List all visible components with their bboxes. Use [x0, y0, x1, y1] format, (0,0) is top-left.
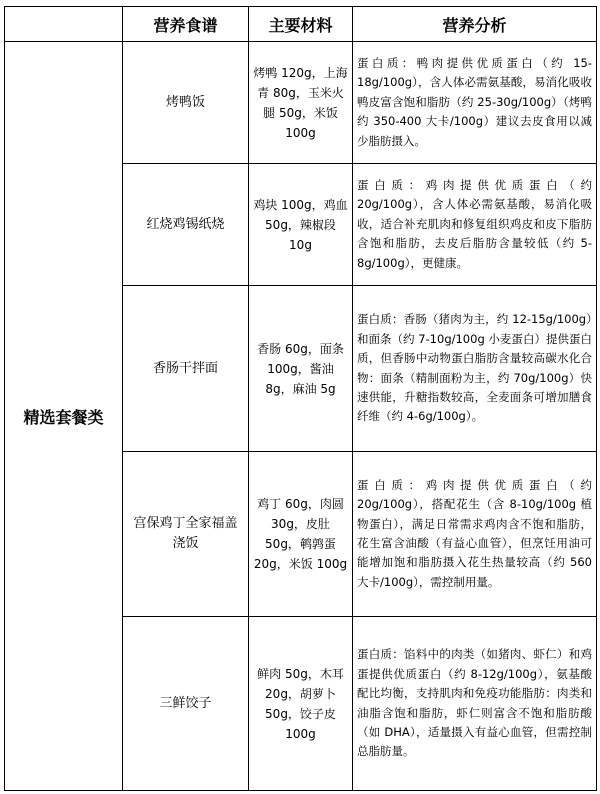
header-materials: 主要材料: [249, 7, 353, 42]
recipe-analysis: 蛋白质：鸡肉提供优质蛋白（约 20g/100g），搭配花生（含 8-10g/100g 植物蛋白），满足日常需求鸡肉含不饱和脂肪，花生富含油酸（有益心血管），但烹饪用油可能增加饱和脂肪摄入花生热量较高（约 560 大卡/100g），需控制用量。: [353, 452, 597, 617]
header-row: [5, 7, 597, 42]
category-cell: 精选套餐类: [5, 42, 123, 791]
recipe-name: 红烧鸡锡纸烧: [123, 164, 249, 286]
recipe-name: 烤鸭饭: [123, 42, 249, 164]
header-recipe: 营养食谱: [123, 7, 249, 42]
recipe-materials: 香肠 60g，面条 100g，酱油 8g，麻油 5g: [249, 286, 353, 452]
recipe-materials: 鲜肉 50g，木耳 20g，胡萝卜 50g，饺子皮 100g: [249, 617, 353, 791]
header-category: [5, 7, 123, 42]
recipe-name: 香肠干拌面: [123, 286, 249, 452]
recipe-analysis: 蛋白质：鸡肉提供优质蛋白（约 20g/100g），含人体必需氨基酸，易消化吸收，适合补充肌肉和修复组织鸡皮和皮下脂肪含饱和脂肪，去皮后脂肪含量较低（约 5-8g/100g），更健康。: [353, 164, 597, 286]
recipe-materials: 烤鸭 120g，上海青 80g，玉米火腿 50g，米饭 100g: [249, 42, 353, 164]
header-analysis: 营养分析: [353, 7, 597, 42]
nutrition-table: [4, 6, 597, 791]
recipe-name: 三鲜饺子: [123, 617, 249, 791]
table-row: [5, 42, 597, 164]
recipe-name: 宫保鸡丁全家福盖浇饭: [123, 452, 249, 617]
recipe-materials: 鸡块 100g，鸡血 50g，辣椒段 10g: [249, 164, 353, 286]
recipe-analysis: 蛋白质：馅料中的肉类（如猪肉、虾仁）和鸡蛋提供优质蛋白（约 8-12g/100g），氨基酸配比均衡，支持肌肉和免疫功能脂肪：肉类和油脂含饱和脂肪，虾仁则富含不饱和脂肪酸（如 DHA），适量摄入有益心血管，但需控制总脂肪量。: [353, 617, 597, 791]
recipe-analysis: 蛋白质：香肠（猪肉为主，约 12-15g/100g）和面条（约 7-10g/100g 小麦蛋白）提供蛋白质，但香肠中动物蛋白脂肪含量较高碳水化合物：面条（精制面粉为主，约 70g/100g）快速供能，升糖指数较高，全麦面条可增加膳食纤维（约 4-6g/100g）。: [353, 286, 597, 452]
recipe-analysis: 蛋白质：鸭肉提供优质蛋白（约 15-18g/100g），含人体必需氨基酸，易消化吸收鸭皮富含饱和脂肪（约 25-30g/100g）（烤鸭约 350-400 大卡/100g）建议去皮食用以减少脂肪摄入。: [353, 42, 597, 164]
recipe-materials: 鸡丁 60g，肉圆 30g，皮肚 50g，鹌鹑蛋 20g，米饭 100g: [249, 452, 353, 617]
